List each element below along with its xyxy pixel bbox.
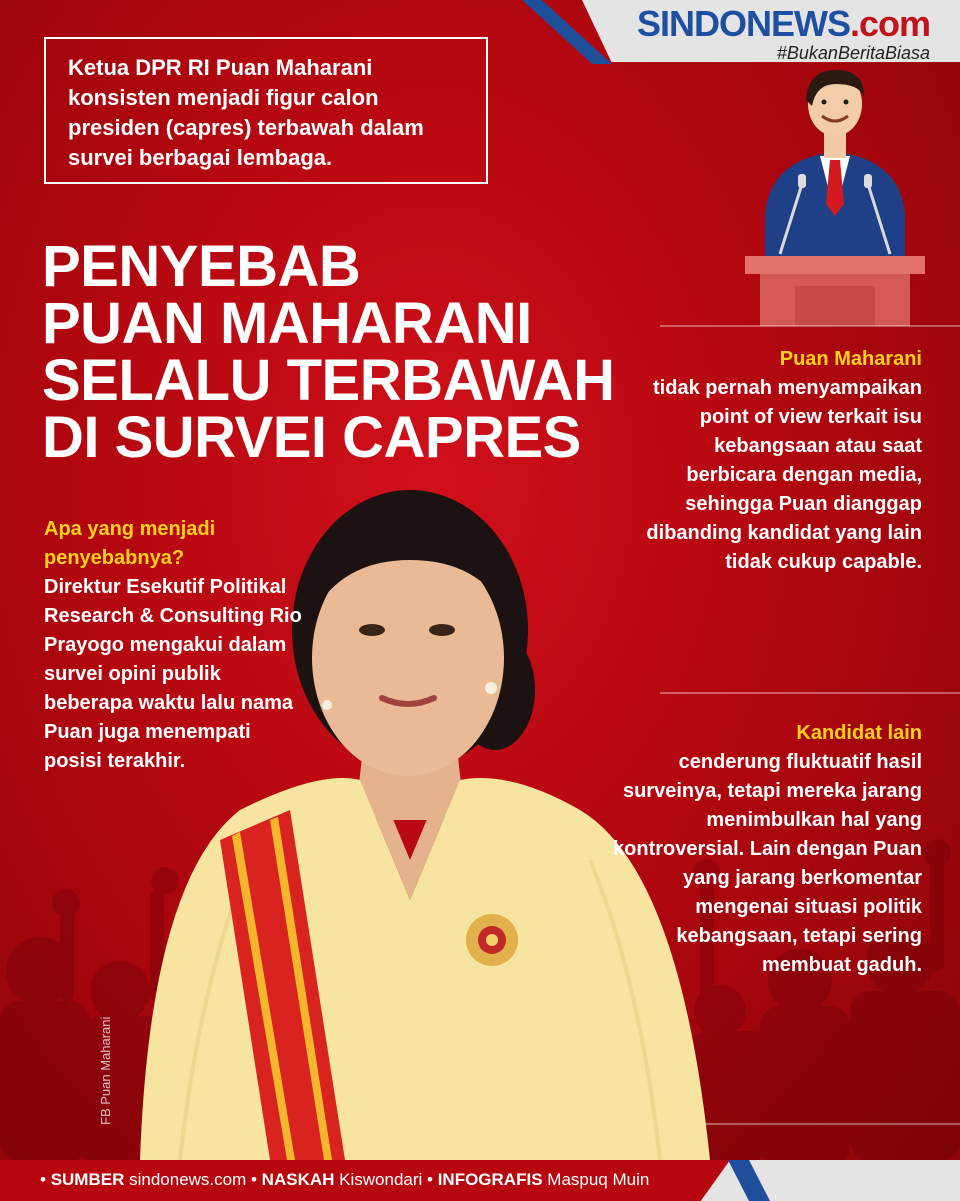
brand-tagline: #BukanBeritaBiasa [776,43,930,63]
speaker-at-podium-illustration [740,64,930,326]
title-line: PENYEBAB [42,234,361,299]
brand-name-domain: .com [849,3,930,44]
left-section [44,515,314,776]
photo-credit: FB Puan Maharani [98,1016,113,1125]
right-section-1-heading: Puan Maharani [779,348,922,370]
right-section-2 [602,719,922,980]
right-section-2-heading: Kandidat lain [796,722,922,744]
brand-name [636,3,930,44]
left-section-body: Direktur Esekutif Politikal Research & Consulting Rio Prayogo mengakui dalam survei opini publik beberapa waktu lalu nama Puan juga menempati posisi terakhir. [44,576,302,772]
brand-logo [636,3,930,64]
footer-author-label: NASKAH [261,1170,335,1189]
section-divider [660,325,960,327]
footer-graphic-value: Maspuq Muin [547,1170,650,1189]
footer-bar [0,1160,960,1201]
footer-source-value: sindonews.com [129,1170,247,1189]
left-section-question: Apa yang menjadi penyebabnya? [44,518,216,569]
title-line: PUAN MAHARANI [42,291,532,356]
footer-author-value: Kiswondari [339,1170,423,1189]
right-section-2-body: cenderung fluktuatif hasil surveinya, tetapi mereka jarang menimbulkan hal yang kontroversial. Lain dengan Puan yang jarang berkomentar mengenai situasi politik kebangsaan, tetapi sering membuat gaduh. [613,751,922,976]
main-title [42,234,682,470]
title-line: SELALU TERBAWAH [42,348,615,413]
brand-name-main: SINDONEWS [636,3,850,44]
right-section-1 [622,345,922,577]
intro-box: Ketua DPR RI Puan Maharani konsisten menjadi figur calon presiden (capres) terbawah dalam survei berbagai lembaga. [44,37,488,184]
footer-credits: • SUMBER sindonews.com • NASKAH Kiswondari • INFOGRAFIS Maspuq Muin [40,1170,650,1189]
right-section-1-body: tidak pernah menyampaikan point of view terkait isu kebangsaan atau saat berbicara dengan media, sehingga Puan dianggap dibanding kandidat yang lain tidak cukup capable. [646,377,922,573]
footer-graphic-label: INFOGRAFIS [437,1170,543,1189]
title-line: DI SURVEI CAPRES [42,405,581,470]
footer-source-label: SUMBER [50,1170,125,1189]
